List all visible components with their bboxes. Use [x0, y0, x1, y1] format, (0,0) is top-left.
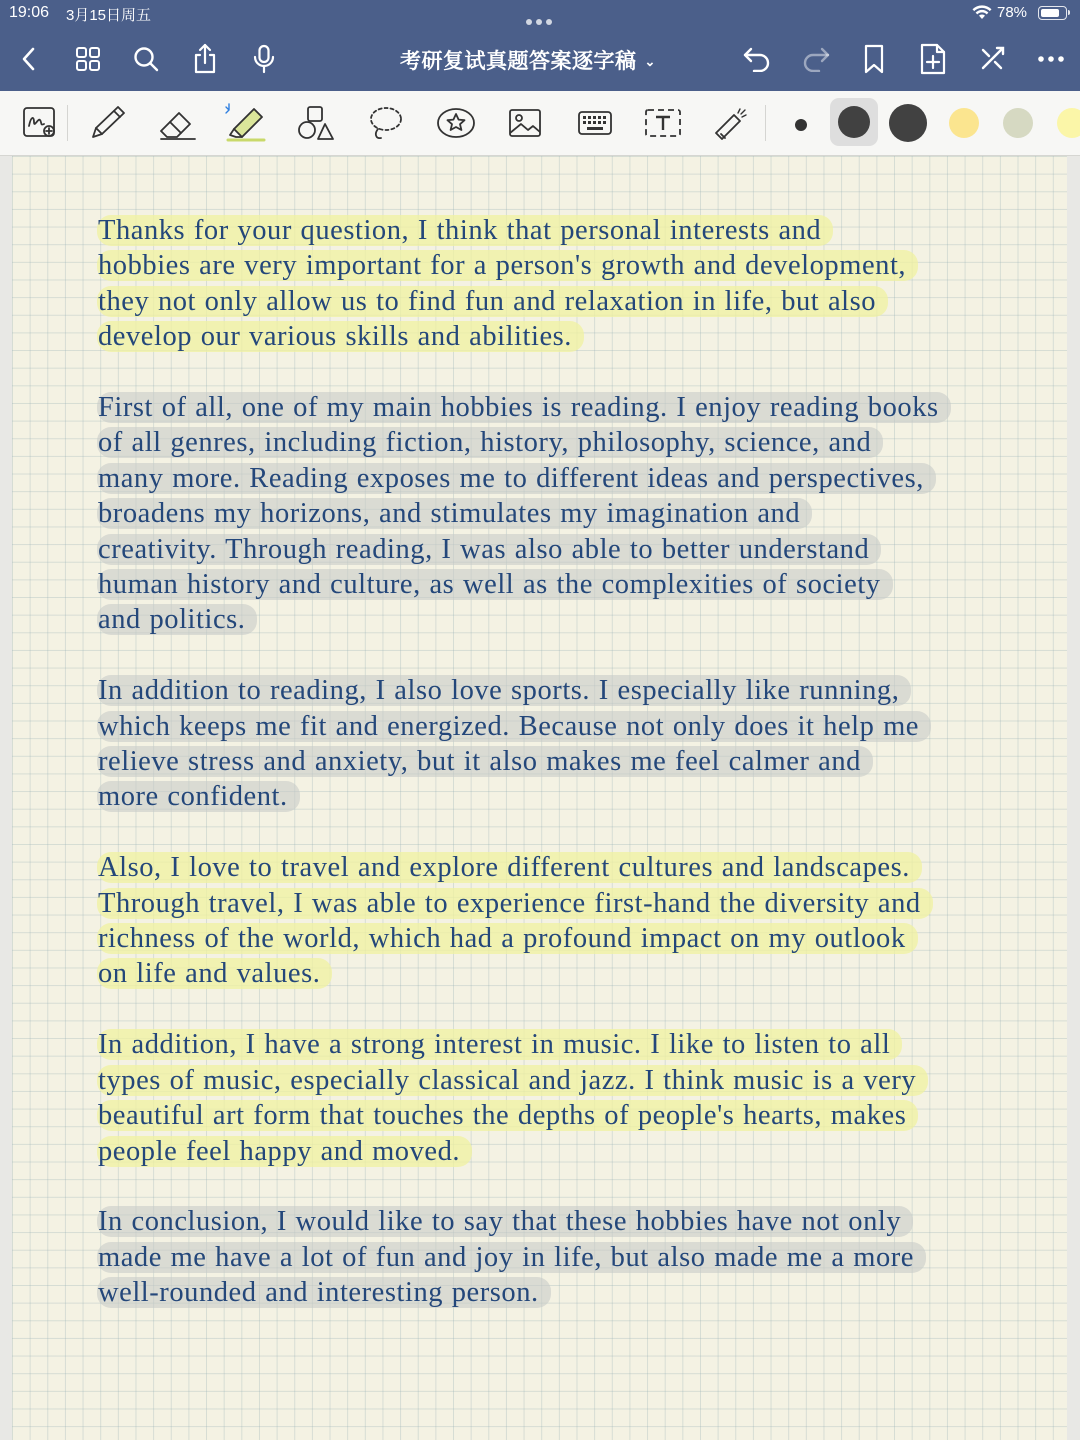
highlighted-text: hobbies are very important for a person's growth and development,: [97, 250, 918, 281]
note-line: [98, 1098, 1058, 1133]
note-line: [98, 532, 1058, 567]
highlighted-text: Through travel, I was able to experience first-hand the diversity and: [97, 888, 933, 919]
search-icon[interactable]: [129, 42, 163, 76]
sticker-icon[interactable]: [434, 103, 478, 143]
highlighted-text: In conclusion, I would like to say that these hobbies have not only: [97, 1206, 913, 1237]
document-title[interactable]: [400, 45, 656, 75]
laser-pointer-icon[interactable]: [709, 103, 753, 143]
shapes-icon[interactable]: [294, 103, 338, 143]
note-line: [98, 390, 1058, 425]
status-date: 3月15日周五: [66, 7, 152, 24]
more-icon[interactable]: [1034, 42, 1068, 76]
note-line: [98, 1063, 1058, 1098]
note-line: [98, 248, 1058, 283]
highlighted-text: creativity. Through reading, I was also able to better understand: [97, 534, 881, 565]
toolbar-divider: [765, 105, 766, 141]
highlighted-text: human history and culture, as well as the complexities of society: [97, 569, 893, 600]
note-line: [98, 673, 1058, 708]
note-line: [98, 461, 1058, 496]
note-line: [98, 1134, 1058, 1169]
note-line: [98, 425, 1058, 460]
highlighted-text: on life and values.: [97, 958, 332, 989]
highlighted-text: well-rounded and interesting person.: [97, 1277, 551, 1308]
highlighted-text: many more. Reading exposes me to different ideas and perspectives,: [97, 463, 936, 494]
highlighted-text: First of all, one of my main hobbies is reading. I enjoy reading books: [97, 392, 951, 423]
highlighted-text: Also, I love to travel and explore different cultures and landscapes.: [97, 852, 922, 883]
color-swatch-yellow[interactable]: [949, 108, 979, 138]
note-paragraph: [98, 213, 1058, 355]
highlighted-text: beautiful art form that touches the depths of people's hearts, makes: [97, 1100, 918, 1131]
highlighted-text: people feel happy and moved.: [97, 1136, 472, 1167]
keyboard-icon[interactable]: [573, 103, 617, 143]
toolbar-divider: [67, 105, 68, 141]
pen-size-small-swatch[interactable]: [795, 119, 807, 131]
color-swatch-sage[interactable]: [1003, 108, 1033, 138]
chevron-down-icon[interactable]: ⌄: [644, 54, 656, 69]
highlighted-text: richness of the world, which had a profound impact on my outlook: [97, 923, 918, 954]
highlighted-text: develop our various skills and abilities.: [97, 321, 584, 352]
note-line: [98, 850, 1058, 885]
back-icon[interactable]: [12, 42, 46, 76]
highlighted-text: In addition, I have a strong interest in music. I like to listen to all: [97, 1029, 902, 1060]
note-line: [98, 744, 1058, 779]
color-swatch-pale-yellow[interactable]: [1057, 108, 1080, 138]
handwritten-note-text: [98, 213, 1058, 1346]
redo-icon[interactable]: [799, 42, 833, 76]
note-line: [98, 496, 1058, 531]
status-bar: [0, 0, 1080, 28]
color-swatch-black[interactable]: [889, 104, 927, 142]
canvas-gutter-left: [0, 156, 12, 1440]
highlighter-icon[interactable]: [224, 103, 268, 143]
note-line: [98, 1275, 1058, 1310]
note-line: [98, 886, 1058, 921]
image-icon[interactable]: [503, 103, 547, 143]
lasso-icon[interactable]: [364, 103, 408, 143]
highlighted-text: relieve stress and anxiety, but it also makes me feel calmer and: [97, 746, 873, 777]
highlighted-text: more confident.: [97, 781, 300, 812]
note-line: [98, 1204, 1058, 1239]
highlighted-text: broadens my horizons, and stimulates my imagination and: [97, 498, 812, 529]
note-line: [98, 921, 1058, 956]
highlighted-text: they not only allow us to find fun and relaxation in life, but also: [97, 286, 888, 317]
share-icon[interactable]: [188, 42, 222, 76]
highlighted-text: and politics.: [97, 604, 257, 635]
document-nav-row: [0, 36, 1080, 82]
note-paragraph: [98, 1027, 1058, 1169]
highlighted-text: Thanks for your question, I think that personal interests and: [97, 215, 833, 246]
note-line: [98, 779, 1058, 814]
note-paragraph: [98, 390, 1058, 638]
undo-icon[interactable]: [740, 42, 774, 76]
status-time: 19:06: [9, 4, 50, 21]
note-line: [98, 956, 1058, 991]
grid-icon[interactable]: [71, 42, 105, 76]
pen-size-medium-swatch[interactable]: [838, 106, 870, 138]
note-paragraph: [98, 1204, 1058, 1310]
highlighted-text: of all genres, including fiction, history, philosophy, science, and: [97, 427, 883, 458]
highlighted-text: made me have a lot of fun and joy in life, but also made me a more: [97, 1242, 926, 1273]
document-title-text: 考研复试真题答案逐字稿: [400, 50, 637, 73]
highlighted-text: In addition to reading, I also love sports. I especially like running,: [97, 675, 911, 706]
note-line: [98, 213, 1058, 248]
pen-icon[interactable]: [86, 103, 130, 143]
note-line: [98, 1027, 1058, 1062]
battery-percentage: 78%: [997, 4, 1028, 21]
note-paragraph: [98, 850, 1058, 992]
close-icon[interactable]: [975, 42, 1009, 76]
microphone-icon[interactable]: [247, 42, 281, 76]
multitasking-dots-icon[interactable]: [524, 12, 554, 30]
battery-icon: [1038, 6, 1067, 20]
wifi-icon: [972, 5, 992, 25]
handwriting-to-text-icon[interactable]: [18, 103, 62, 143]
add-page-icon[interactable]: [916, 42, 950, 76]
note-paragraph: [98, 673, 1058, 815]
note-line: [98, 284, 1058, 319]
highlighted-text: which keeps me fit and energized. Because not only does it help me: [97, 711, 931, 742]
eraser-icon[interactable]: [156, 103, 200, 143]
bookmark-icon[interactable]: [857, 42, 891, 76]
notebook-page[interactable]: [12, 156, 1067, 1440]
canvas-gutter-right: [1067, 156, 1080, 1440]
note-line: [98, 1240, 1058, 1275]
text-box-icon[interactable]: [641, 103, 685, 143]
note-line: [98, 602, 1058, 637]
note-line: [98, 709, 1058, 744]
note-line: [98, 567, 1058, 602]
note-line: [98, 319, 1058, 354]
top-navigation-bar: [0, 0, 1080, 91]
highlighted-text: types of music, especially classical and jazz. I think music is a very: [97, 1065, 928, 1096]
